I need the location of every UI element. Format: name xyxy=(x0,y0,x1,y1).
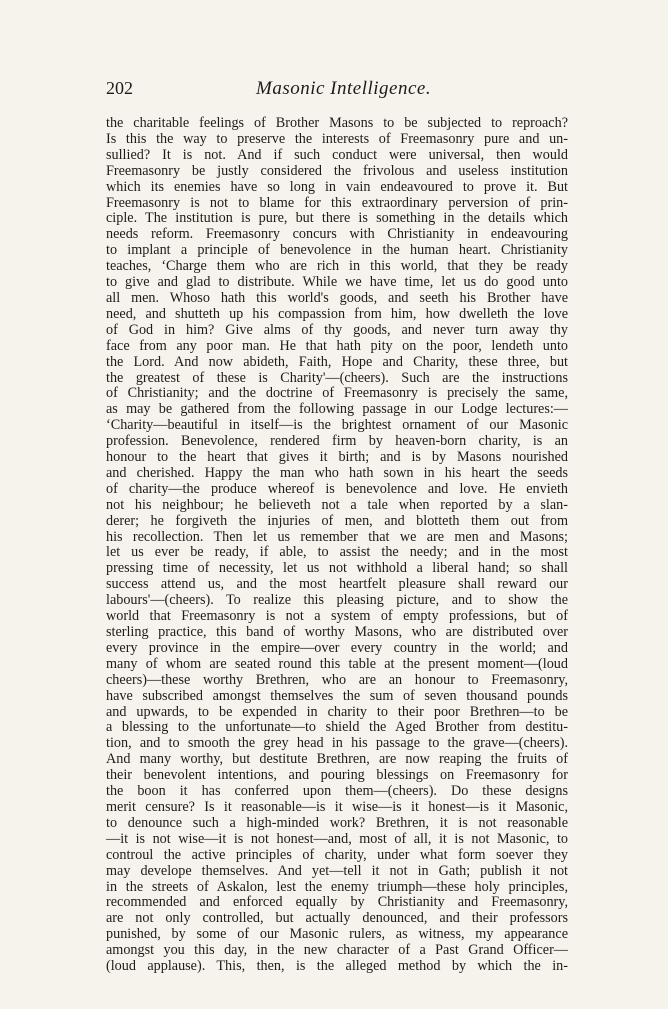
text-line: And many worthy, but destitute Brethren, are now reaping the fruits of xyxy=(106,751,568,768)
text-line: not his neighbour; he believeth not a tale when reported by a slan- xyxy=(106,496,568,513)
text-line: his recollection. Then let us remember that we are men and Masons; xyxy=(106,528,568,545)
text-line: Freemasonry be justly considered the frivolous and useless institution xyxy=(106,162,568,179)
text-line: the greatest of these is Charity'—(cheers). Such are the instructions xyxy=(106,369,568,386)
text-line: the charitable feelings of Brother Masons to be subjected to reproach? xyxy=(106,115,568,131)
text-line: of God in him? Give alms of thy goods, and never turn away thy xyxy=(106,321,568,338)
text-line: —it is not wise—it is not honest—and, most of all, it is not Masonic, to xyxy=(106,830,568,847)
text-line: the boon it has conferred upon them—(cheers). Do these designs xyxy=(106,783,568,800)
text-line: their benevolent intentions, and pouring blessings on Freemasonry for xyxy=(106,767,568,784)
text-line: amongst you this day, in the new character of a Past Grand Officer— xyxy=(106,942,568,959)
text-line: needs reform. Freemasonry concurs with Christianity in endeavouring xyxy=(106,226,568,243)
text-line: world that Freemasonry is not a system of empty professions, but of xyxy=(106,608,568,625)
text-line: to give and glad to distribute. While we have time, let us do good unto xyxy=(106,274,568,291)
text-line: let us ever be ready, if able, to assist the needy; and in the most xyxy=(106,544,568,561)
text-line: may develope themselves. And yet—tell it not in Gath; publish it not xyxy=(106,862,568,879)
text-line: pressing time of necessity, let us not withhold a liberal hand; so shall xyxy=(106,560,568,577)
text-line: to implant a principle of benevolence in the human heart. Christianity xyxy=(106,242,568,259)
text-line: sterling practice, this band of worthy Masons, who are distributed over xyxy=(106,624,568,640)
text-line: a blessing to the unfortunate—to shield the Aged Brother from destitu- xyxy=(106,719,568,736)
text-line: and cherished. Happy the man who hath sown in his heart the seeds xyxy=(106,464,568,481)
text-line: as may be gathered from the following passage in our Lodge lectures:— xyxy=(106,401,568,418)
text-line: of charity—the produce whereof is benevolence and love. He envieth xyxy=(106,480,568,497)
text-line: cheers)—these worthy Brethren, who are an honour to Freemasonry, xyxy=(106,671,568,688)
text-line: have subscribed amongst themselves the sum of seven thousand pounds xyxy=(106,687,568,704)
page-header xyxy=(106,78,566,100)
body-text xyxy=(106,116,568,975)
text-line: every province in the empire—over every country in the world; and xyxy=(106,639,568,656)
text-line: tion, and to smooth the grey head in his passage to the grave—(cheers). xyxy=(106,735,568,752)
text-line: which its enemies have so long in vain endeavoured to prove it. But xyxy=(106,178,568,195)
text-line: (loud applause). This, then, is the alleged method by which the in- xyxy=(106,958,568,975)
text-line: ‘Charity—beautiful in itself—is the brightest ornament of our Masonic xyxy=(106,417,568,434)
text-line: success attend us, and the most heartfelt pleasure shall reward our xyxy=(106,576,568,593)
text-line: sullied? It is not. And if such conduct were universal, then would xyxy=(106,146,568,163)
text-line: recommended and enforced equally by Christianity and Freemasonry, xyxy=(106,894,568,911)
text-line: and upwards, to be expended in charity to their poor Brethren—to be xyxy=(106,703,568,720)
text-line: ciple. The institution is pure, but there is something in the details which xyxy=(106,210,568,227)
text-line: need, and shutteth up his compassion from him, how dwelleth the love xyxy=(106,305,568,322)
text-line: derer; he forgiveth the injuries of men, and blotteth them out from xyxy=(106,512,568,529)
text-line: punished, by some of our Masonic rulers, as witness, my appearance xyxy=(106,926,568,943)
text-line: teaches, ‘Charge them who are rich in this world, that they be ready xyxy=(106,258,568,275)
page-number: 202 xyxy=(106,78,133,98)
text-line: of Christianity; and the doctrine of Freemasonry is precisely the same, xyxy=(106,385,568,402)
text-line: controul the active principles of charity, under what form soever they xyxy=(106,846,568,863)
text-line: Freemasonry is not to blame for this extraordinary perversion of prin- xyxy=(106,194,568,211)
text-line: many of whom are seated round this table at the present moment—(loud xyxy=(106,655,568,672)
text-line: in the streets of Askalon, lest the enemy triumph—these holy principles, xyxy=(106,878,568,895)
text-line: face from any poor man. He that hath pity on the poor, lendeth unto xyxy=(106,337,568,354)
running-head: Masonic Intelligence. xyxy=(256,78,432,99)
text-line: the Lord. And now abideth, Faith, Hope and Charity, these three, but xyxy=(106,353,568,370)
text-line: honour to the heart that gives it birth; and is by Masons nourished xyxy=(106,449,568,466)
text-line: profession. Benevolence, rendered firm by heaven-born charity, is an xyxy=(106,433,568,450)
text-line: to denounce such a high-minded work? Brethren, it is not reasonable xyxy=(106,814,568,831)
text-line: Is this the way to preserve the interests of Freemasonry pure and un- xyxy=(106,130,568,147)
text-line: labours'—(cheers). To realize this pleasing picture, and to show the xyxy=(106,592,568,609)
text-line: are not only controlled, but actually denounced, and their professors xyxy=(106,910,568,927)
text-line: all men. Whoso hath this world's goods, and seeth his Brother have xyxy=(106,289,568,306)
text-line: merit censure? Is it reasonable—is it wise—is it honest—is it Masonic, xyxy=(106,798,568,815)
